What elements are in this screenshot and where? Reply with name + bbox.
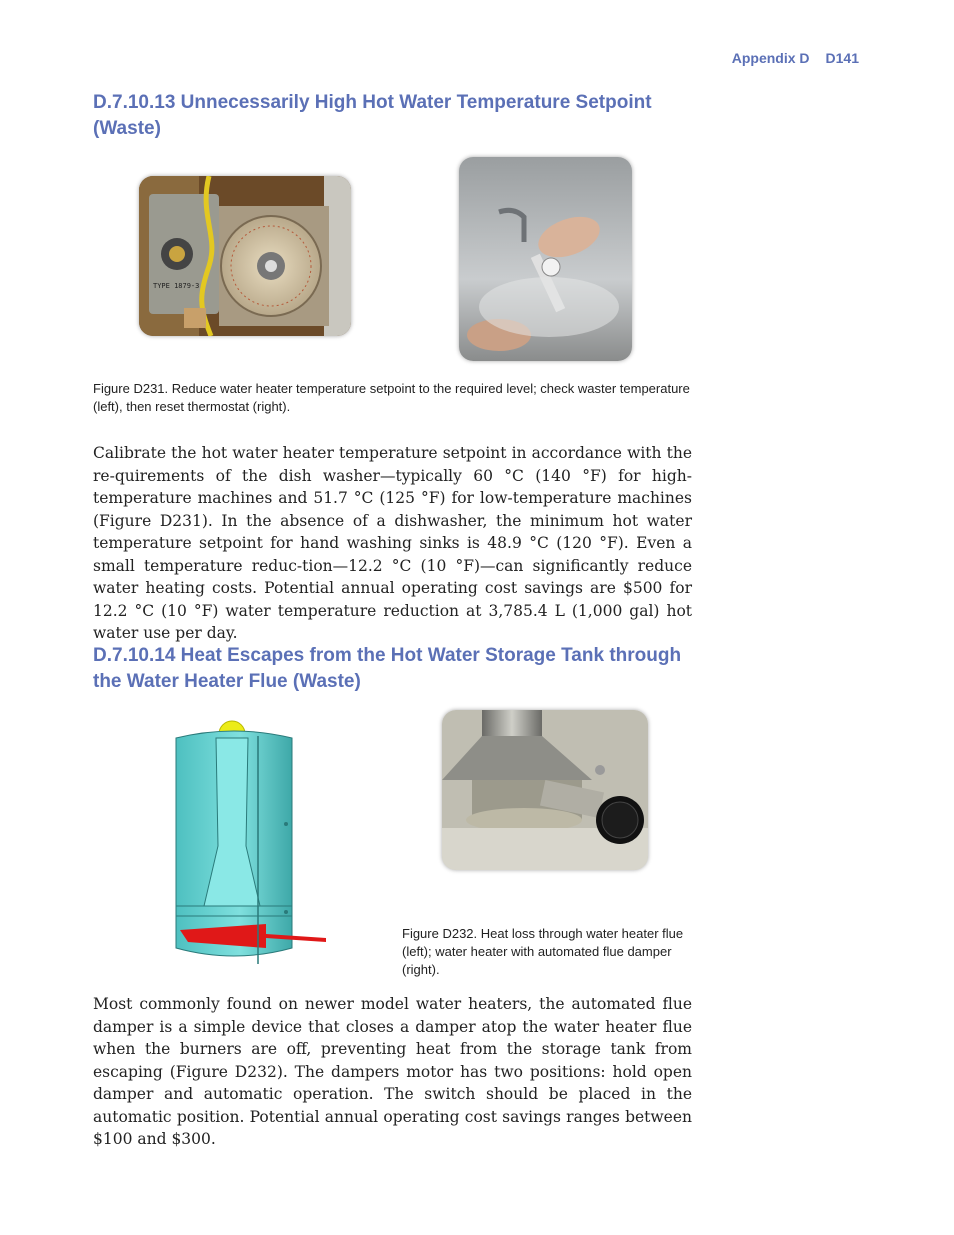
figure-caption-d232: Figure D232. Heat loss through water heater flue (left); water heater with automated flue damper (right). (402, 926, 684, 977)
body-paragraph-flue: Most commonly found on newer model water heaters, the automated flue damper is a simple device that closes a damper atop the water heater flue when the burners are off, preventing heat from the storage tank from escaping (Figure D232). The dampers motor has two positions: hold open damper and automatic operation. The switch should be placed in the automatic position. Potential annual operating cost savings ranges between $100 and $300. (93, 995, 692, 1148)
thermostat-type-label: TYPE 1879-3 (153, 282, 200, 290)
page-number: D141 (825, 50, 859, 66)
body-paragraph-setpoint: Calibrate the hot water heater temperature setpoint in accordance with the re-quirements of the dish washer—typically 60 °C (140 °F) for high-temperature machines and 51.7 °C (125 °F) for low-temperature machines (Figure D231). In the absence of a dishwasher, the minimum hot water temperature setpoint for hand washing sinks is 48.9 °C (120 °F). Even a small temperature reduc-tion—12.2 °C (10 °F)—can significantly reduce water heating costs. Potential annual operating cost savings are $500 for 12.2 °C (10 °F) water temperature reduction at 3,785.4 L (1,000 gal) hot water use per day. (93, 444, 692, 642)
appendix-label: Appendix D (731, 50, 810, 66)
section-heading-flue: D.7.10.14 Heat Escapes from the Hot Water Storage Tank through the Water Heater Flue (Waste) (93, 645, 682, 692)
flue-damper-photo (442, 710, 648, 870)
running-head (0, 50, 859, 66)
water-temperature-photo (459, 157, 632, 361)
thermostat-photo (139, 176, 351, 336)
flue-heat-loss-diagram (170, 716, 330, 968)
figure-caption-d231: Figure D231. Reduce water heater temperature setpoint to the required level; check waster temperature (left), then reset thermostat (right). (93, 381, 690, 414)
section-heading-setpoint: D.7.10.13 Unnecessarily High Hot Water Temperature Setpoint (Waste) (93, 92, 652, 139)
